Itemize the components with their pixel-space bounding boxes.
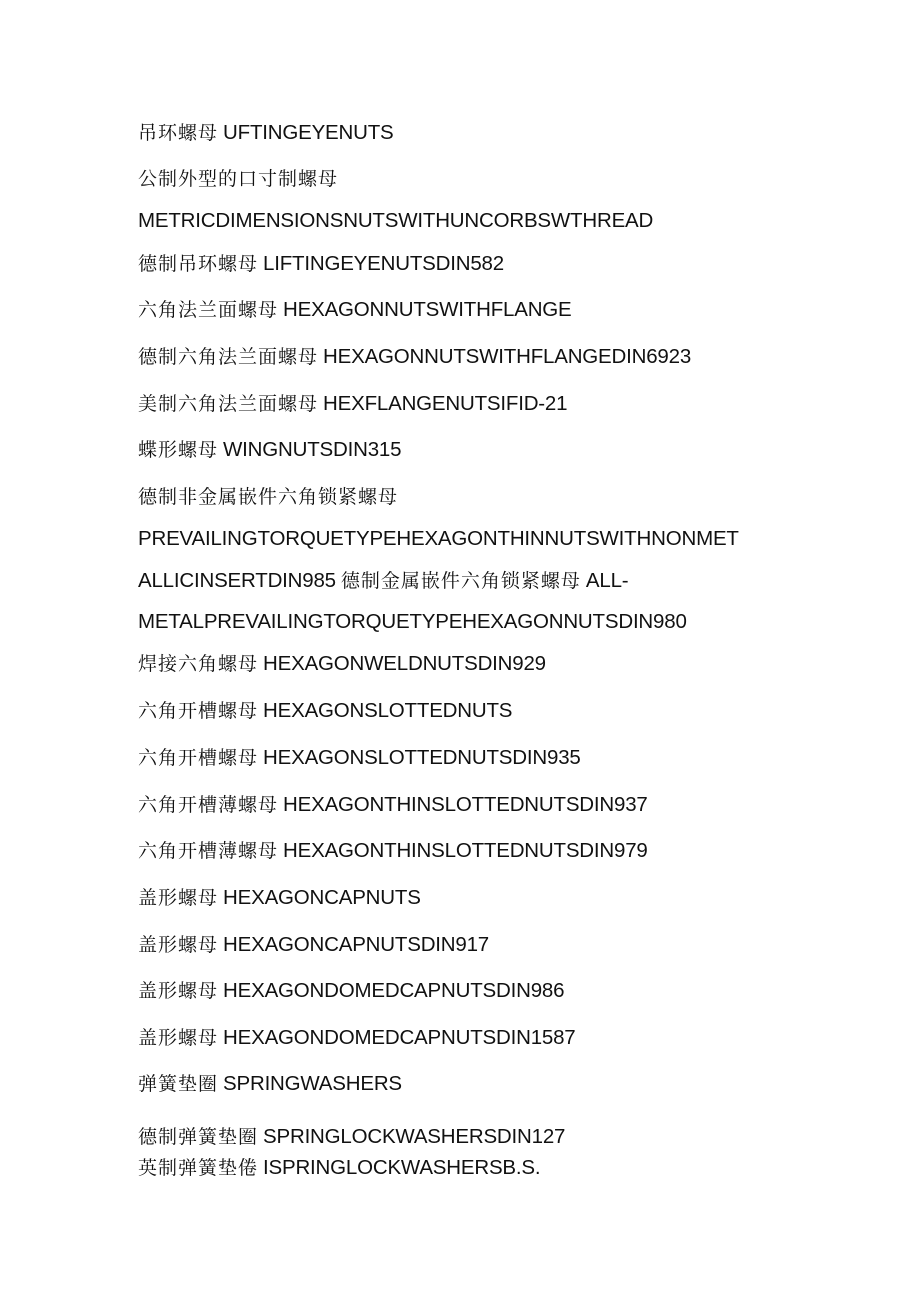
text-line-din937 [138,792,648,818]
text-line-din979 [138,838,648,864]
text-en: UFTINGEYENUTS [223,121,394,144]
text-line-din1587 [138,1025,576,1051]
text-line-din582 [138,251,504,277]
text-line-spring-washers [138,1071,402,1097]
text-en: SPRINGLOCKWASHERSDIN127 [263,1125,566,1148]
text-line-prevailing-torque-thin [138,526,739,552]
text-line-lifting-eye-nuts [138,120,394,146]
text-en: HEXAGONCAPNUTSDIN917 [223,933,489,956]
text-en: HEXAGONWELDNUTSDIN929 [263,652,546,675]
text-zh: 蝶形螺母 [138,439,219,461]
text-zh: 美制六角法兰面螺母 [138,393,319,415]
text-line-din917 [138,932,489,958]
text-line-cap-nuts [138,885,421,911]
text-en: PREVAILINGTORQUETYPEHEXAGONTHINNUTSWITHNONMET [138,527,739,550]
text-en: HEXAGONSLOTTEDNUTS [263,699,513,722]
text-en: HEXAGONNUTSWITHFLANGE [283,298,572,321]
text-en: METALPREVAILINGTORQUETYPEHEXAGONNUTSDIN980 [138,610,687,633]
text-en: HEXAGONTHINSLOTTEDNUTSDIN979 [283,839,648,862]
text-line-din6923 [138,344,691,370]
text-line-slotted-nuts [138,698,512,724]
text-zh: 德制吊环螺母 [138,253,259,275]
text-line-flange-nuts [138,297,572,323]
text-en: ISPRINGLOCKWASHERSB.S. [263,1156,541,1179]
text-zh: 盖形螺母 [138,934,219,956]
text-zh: 德制非金属嵌件六角锁紧螺母 [138,486,399,508]
text-zh: 六角法兰面螺母 [138,299,279,321]
text-zh: 吊环螺母 [138,122,219,144]
text-en: HEXAGONDOMEDCAPNUTSDIN1587 [223,1026,576,1049]
text-zh: 德制弹簧垫圈 [138,1126,259,1148]
text-line-din985-din980 [138,568,628,594]
text-line-metric-nuts-heading [138,166,338,192]
text-en: WINGNUTSDIN315 [223,438,402,461]
text-en: SPRINGWASHERS [223,1072,402,1095]
text-en: HEXFLANGENUTSIFID-21 [323,392,568,415]
text-line-ifi-d21 [138,391,567,417]
text-en: METRICDIMENSIONSNUTSWITHUNCORBSWTHREAD [138,209,654,232]
text-zh: 六角开槽薄螺母 [138,794,279,816]
text-zh: 德制六角法兰面螺母 [138,346,319,368]
text-zh: 盖形螺母 [138,887,219,909]
text-line-metric-nuts-title [138,208,653,234]
text-en: LIFTINGEYENUTSDIN582 [263,252,504,275]
text-zh: 盖形螺母 [138,980,219,1002]
text-line-din127 [138,1124,565,1150]
text-en: ALLICINSERTDIN985 [138,569,336,592]
text-line-nonmetal-insert-heading [138,484,398,510]
text-line-bs [138,1155,540,1181]
text-en: HEXAGONSLOTTEDNUTSDIN935 [263,746,581,769]
text-line-din929 [138,651,546,677]
text-zh: 德制金属嵌件六角锁紧螺母 [340,570,581,592]
text-zh: 六角开槽螺母 [138,747,259,769]
text-zh: 公制外型的口寸制螺母 [138,168,339,190]
text-zh: 六角开槽螺母 [138,700,259,722]
text-zh: 盖形螺母 [138,1027,219,1049]
text-zh: 英制弹簧垫倦 [138,1157,259,1179]
text-en: HEXAGONDOMEDCAPNUTSDIN986 [223,979,565,1002]
text-line-din935 [138,745,581,771]
text-en: ALL- [585,569,629,592]
text-line-din315 [138,437,401,463]
text-en: HEXAGONTHINSLOTTEDNUTSDIN937 [283,793,648,816]
text-zh: 六角开槽薄螺母 [138,840,279,862]
text-line-din986 [138,978,564,1004]
text-en: HEXAGONNUTSWITHFLANGEDIN6923 [323,345,692,368]
text-en: HEXAGONCAPNUTS [223,886,421,909]
text-zh: 焊接六角螺母 [138,653,259,675]
text-zh: 弹簧垫圈 [138,1073,219,1095]
text-line-all-metal-din980 [138,609,687,635]
